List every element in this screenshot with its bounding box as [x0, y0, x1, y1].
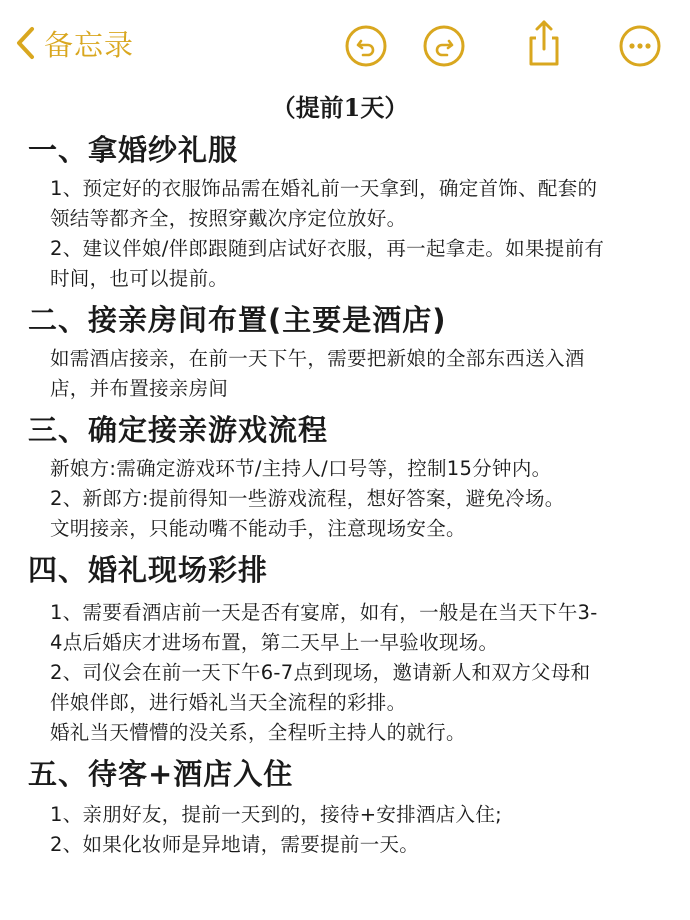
redo-button[interactable] [422, 24, 466, 68]
section-heading: 四、婚礼现场彩排 [28, 553, 269, 587]
body-line: 2、新郎方:提前得知一些游戏流程，想好答案，避免冷场。 [50, 487, 565, 510]
note-section [0, 412, 690, 544]
note-section [0, 756, 690, 860]
undo-icon [344, 24, 388, 68]
body-line: 文明接亲，只能动嘴不能动手，注意现场安全。 [50, 517, 466, 540]
body-line: 店，并布置接亲房间 [50, 377, 229, 400]
body-line: 新娘方:需确定游戏环节/主持人/口号等，控制15分钟内。 [50, 457, 552, 480]
section-body [0, 800, 690, 860]
body-line: 时间，也可以提前。 [50, 267, 229, 290]
note-title: （提前1天） [271, 93, 409, 122]
note-sections [0, 132, 690, 860]
body-line: 领结等都齐全，按照穿戴次序定位放好。 [50, 207, 407, 230]
back-label: 备忘录 [44, 27, 135, 62]
body-line: 1、亲朋好友，提前一天到的，接待+安排酒店入住; [50, 803, 503, 826]
body-line: 2、如果化妆师是异地请，需要提前一天。 [50, 833, 420, 856]
section-heading: 二、接亲房间布置(主要是酒店) [28, 303, 447, 337]
top-toolbar [0, 0, 690, 80]
body-line: 婚礼当天懵懵的没关系，全程听主持人的就行。 [50, 721, 466, 744]
share-icon [522, 18, 566, 68]
undo-button[interactable] [344, 24, 388, 68]
note-section [0, 132, 690, 294]
section-body [0, 174, 690, 294]
redo-icon [422, 24, 466, 68]
section-body [0, 344, 690, 404]
note-body[interactable] [0, 80, 690, 860]
section-body [0, 598, 690, 748]
note-section [0, 302, 690, 404]
body-line: 2、建议伴娘/伴郎跟随到店试好衣服，再一起拿走。如果提前有 [50, 237, 605, 260]
body-line: 2、司仪会在前一天下午6-7点到现场，邀请新人和双方父母和 [50, 661, 591, 684]
chevron-left-icon [14, 25, 36, 61]
section-heading: 五、待客+酒店入住 [28, 757, 294, 791]
more-button[interactable] [618, 24, 662, 68]
body-line: 1、需要看酒店前一天是否有宴席，如有，一般是在当天下午3- [50, 601, 598, 624]
back-button[interactable] [14, 22, 134, 64]
note-section [0, 552, 690, 748]
more-icon [618, 24, 662, 68]
section-heading: 一、拿婚纱礼服 [28, 133, 239, 167]
section-body [0, 454, 690, 544]
section-heading: 三、确定接亲游戏流程 [28, 413, 329, 447]
body-line: 伴娘伴郎，进行婚礼当天全流程的彩排。 [50, 691, 407, 714]
share-button[interactable] [522, 18, 566, 62]
body-line: 1、预定好的衣服饰品需在婚礼前一天拿到，确定首饰、配套的 [50, 177, 598, 200]
body-line: 4点后婚庆才进场布置，第二天早上一早验收现场。 [50, 631, 499, 654]
body-line: 如需酒店接亲，在前一天下午，需要把新娘的全部东西送入酒 [50, 347, 585, 370]
